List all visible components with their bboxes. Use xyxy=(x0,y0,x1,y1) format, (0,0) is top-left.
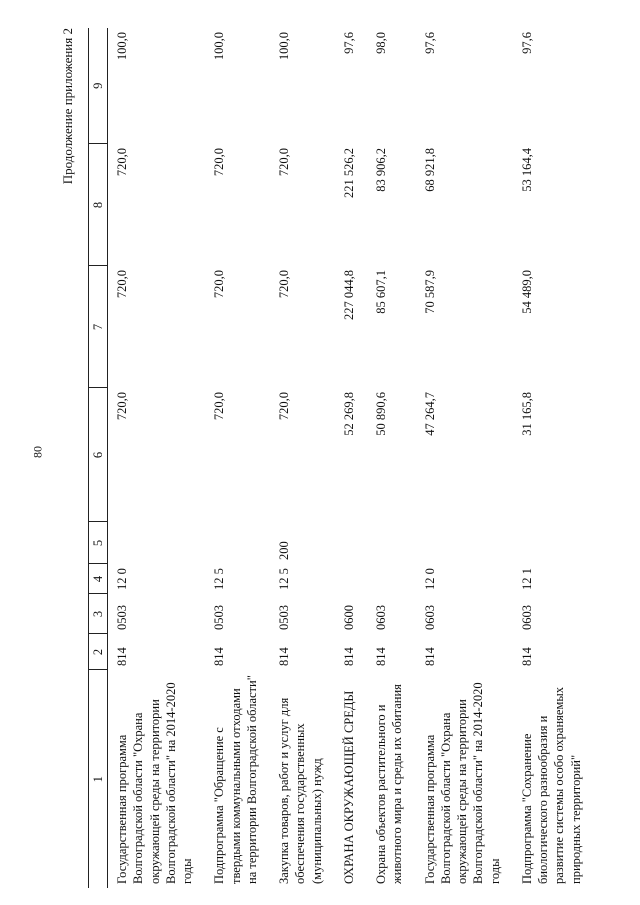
table-row xyxy=(416,28,513,888)
item-name: Государственная программа Волгоградской области "Охрана окружающей среды на территории Волгоградской области" на 2014-2020 годы xyxy=(115,682,194,884)
ministry-code: 814 xyxy=(115,647,129,666)
program-code: 12 0 xyxy=(422,568,437,590)
item-name: Государственная программа Волгоградской области "Охрана окружающей среды на территории Волгоградской области" на 2014-2020 годы xyxy=(422,682,502,884)
item-name: Подпрограмма "Сохранение биологического разнообразия и развитие системы особо охраняемых природных территорий" xyxy=(519,686,583,884)
percent-col9: 100,0 xyxy=(115,32,129,61)
amount-col6: 720,0 xyxy=(115,392,129,421)
ministry-code: 814 xyxy=(212,647,227,666)
amount-col8: 720,0 xyxy=(212,148,227,177)
program-code: 12 0 xyxy=(115,568,129,590)
percent-col9: 100,0 xyxy=(277,32,291,61)
amount-col7: 720,0 xyxy=(115,270,129,299)
ministry-code: 814 xyxy=(519,647,534,666)
amount-col7: 227 044,8 xyxy=(341,270,356,320)
table-row xyxy=(335,28,367,888)
amount-col6: 720,0 xyxy=(212,392,227,421)
expense-type-code xyxy=(108,522,206,564)
expense-type-code xyxy=(367,522,416,564)
column-header: 8 xyxy=(89,144,108,266)
item-name: ОХРАНА ОКРУЖАЮЩЕЙ СРЕДЫ xyxy=(341,690,356,884)
section-code: 0600 xyxy=(341,605,356,630)
column-header: 9 xyxy=(89,28,108,144)
expense-type-code xyxy=(335,522,367,564)
column-header: 3 xyxy=(89,594,108,634)
section-code: 0603 xyxy=(422,605,437,630)
amount-col8: 83 906,2 xyxy=(374,148,388,192)
amount-col8: 68 921,8 xyxy=(422,148,437,192)
column-header: 1 xyxy=(89,670,108,888)
amount-col6: 47 264,7 xyxy=(422,392,437,436)
expense-type-code: 200 xyxy=(277,541,291,560)
item-name: Закупка товаров, работ и услуг для обеспечения государственных (муниципальных) нужд xyxy=(277,697,324,884)
column-header: 7 xyxy=(89,266,108,388)
column-header: 2 xyxy=(89,634,108,670)
percent-col9: 98,0 xyxy=(374,32,388,54)
percent-col9: 97,6 xyxy=(422,32,437,54)
rotated-page-content xyxy=(56,28,583,888)
amount-col7: 720,0 xyxy=(277,270,291,299)
amount-col6: 720,0 xyxy=(277,392,291,421)
percent-col9: 97,6 xyxy=(341,32,356,54)
column-header: 4 xyxy=(89,564,108,594)
expense-type-code xyxy=(205,522,270,564)
program-code: 12 1 xyxy=(519,568,534,590)
program-code: 12 5 xyxy=(277,568,291,590)
amount-col7: 720,0 xyxy=(212,270,227,299)
column-header: 6 xyxy=(89,388,108,522)
percent-col9: 97,6 xyxy=(519,32,534,54)
continuation-label: Продолжение приложения 2 xyxy=(60,28,75,185)
table-header-row xyxy=(89,28,108,888)
ministry-code: 814 xyxy=(277,647,291,666)
section-code: 0503 xyxy=(277,605,291,630)
table-row xyxy=(270,28,335,888)
table-row xyxy=(513,28,594,888)
amount-col6: 31 165,8 xyxy=(519,392,534,436)
section-code: 0603 xyxy=(374,605,388,630)
amount-col7: 54 489,0 xyxy=(519,270,534,314)
ministry-code: 814 xyxy=(374,647,388,666)
section-code: 0503 xyxy=(212,605,227,630)
amount-col8: 221 526,2 xyxy=(341,148,356,198)
amount-col8: 53 164,4 xyxy=(519,148,534,192)
program-code xyxy=(335,564,367,594)
page-number: 80 xyxy=(30,446,45,458)
amount-col7: 70 587,9 xyxy=(422,270,437,314)
section-code: 0603 xyxy=(519,605,534,630)
table-row xyxy=(205,28,270,888)
amount-col6: 50 890,6 xyxy=(374,392,388,436)
program-code xyxy=(367,564,416,594)
column-header: 5 xyxy=(89,522,108,564)
ministry-code: 814 xyxy=(341,647,356,666)
expense-type-code xyxy=(513,522,594,564)
percent-col9: 100,0 xyxy=(212,32,227,61)
item-name: Подпрограмма "Обращение с твердыми коммунальными отходами на территории Волгоградской области" xyxy=(212,675,259,884)
table-row xyxy=(367,28,416,888)
program-code: 12 5 xyxy=(212,568,227,590)
amount-col8: 720,0 xyxy=(277,148,291,177)
amount-col7: 85 607,1 xyxy=(374,270,388,314)
item-name: Охрана объектов растительного и животного мира и среды их обитания xyxy=(374,684,405,884)
section-code: 0503 xyxy=(115,605,129,630)
expense-type-code xyxy=(416,522,513,564)
table-row xyxy=(108,28,206,888)
ministry-code: 814 xyxy=(422,647,437,666)
budget-table xyxy=(88,28,594,888)
amount-col6: 52 269,8 xyxy=(341,392,356,436)
amount-col8: 720,0 xyxy=(115,148,129,177)
